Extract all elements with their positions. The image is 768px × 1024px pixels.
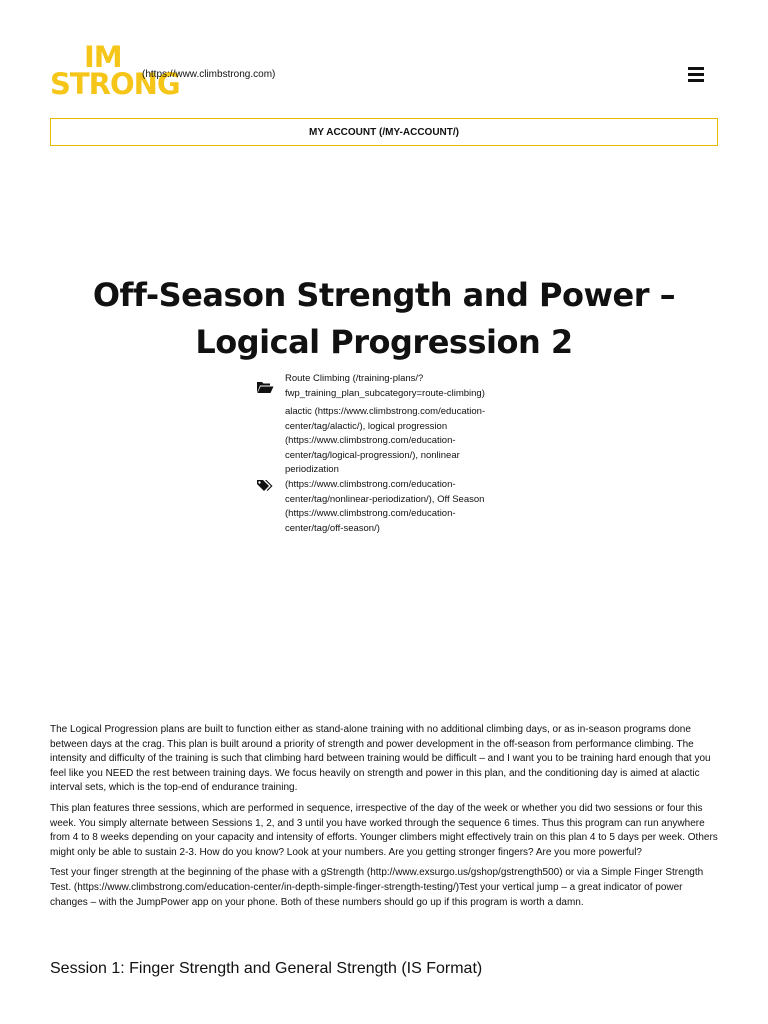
article-paragraph-3-rest: Test your vertical jump – a great indicator of power changes – with the JumpPower app on your phone. Both of these numbers should go up if this program is worth a damn.: [50, 881, 683, 908]
tags-icon: [256, 479, 274, 493]
hamburger-menu-icon[interactable]: [688, 67, 704, 81]
folder-open-icon: [256, 380, 274, 394]
article-paragraph-3: [50, 866, 718, 910]
tag-links[interactable]: alactic (https://www.climbstrong.com/education-center/tag/alactic/), logical progression (https://www.climbstrong.com/education-center/tag/logical-progression/), nonlinear periodization (https://www.climbstrong.com/education-center/tag/nonlinear-periodization/), Off Season (https://www.climbstrong.com/education-center/tag/off-season/): [285, 406, 486, 534]
logo-line-2: STRONG: [50, 66, 180, 101]
logo-line-1: IM: [84, 40, 122, 74]
article-paragraph-2: This plan features three sessions, which are performed in sequence, irrespective of the day of the week or whether you did two sessions or four this week. You simply alternate between Sessions 1, 2, and 3 until you have worked through the sequence 6 times. Thus this program can run anywhere from 4 to 8 weeks depending on your capacity and intensity of efforts. Younger climbers might effectively train on this plan 4 to 5 days per week. Others might only be able to sustain 2-3. How do you know? Look at your numbers. Are you getting stronger fingers? Are you more powerful?: [50, 802, 718, 858]
page-title: Off-Season Strength and Power – Logical Progression 2: [92, 276, 676, 361]
session-1-heading: Session 1: Finger Strength and General Strength (IS Format): [50, 960, 483, 977]
finger-strength-test-link[interactable]: Test your finger strength at the beginning of the phase with a gStrength (http://www.exsurgo.us/gshop/gstrength500) or via a Simple Finger Strength Test. (https://www.climbstrong.com/education-center/in-depth-simple-finger-strength-testing/): [50, 867, 704, 893]
article-paragraph-1: The Logical Progression plans are built to function either as stand-alone training with no additional climbing days, or as in-season programs done between days at the crag. This plan is built around a priority of strength and power development in the off-season from performance climbing. The intensity and difficulty of the training is such that climbing hard between training would be difficult – and I want you to be training hard enough that you feel like you NEED the rest between training days. We focus heavily on strength and power in this plan, and the conditioning day is aimed at alactic interval sets, which is the top-end of endurance training.: [50, 724, 711, 794]
account-bar: [50, 118, 718, 146]
article-body: [50, 723, 718, 916]
logo-link-text[interactable]: (https://www.climbstrong.com): [142, 69, 276, 80]
my-account-link[interactable]: MY ACCOUNT (/MY-ACCOUNT/): [309, 126, 459, 138]
category-link[interactable]: Route Climbing (/training-plans/?fwp_training_plan_subcategory=route-climbing): [285, 373, 485, 399]
